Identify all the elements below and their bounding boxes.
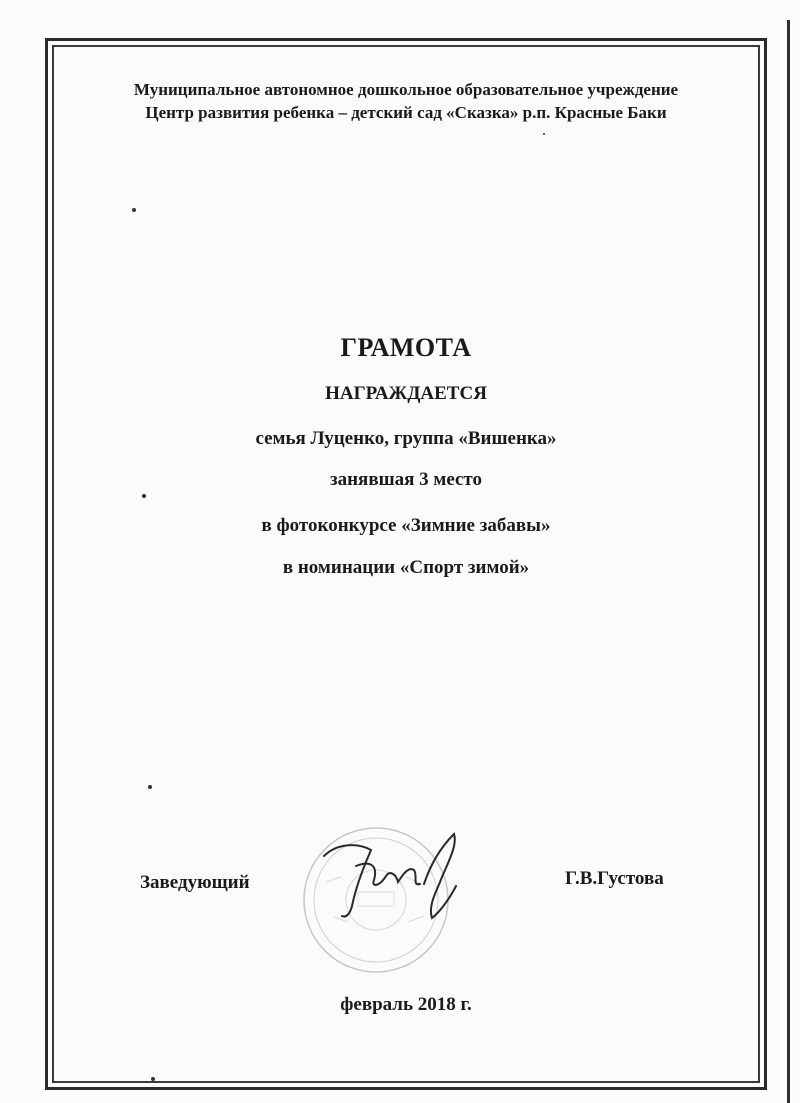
scan-speck (151, 1077, 155, 1081)
scan-speck (148, 785, 152, 789)
place-line: занявшая 3 место (329, 469, 483, 490)
nomination-line: в номинации «Спорт зимой» (282, 557, 530, 578)
scan-edge-line (787, 20, 790, 1103)
contest-line: в фотоконкурсе «Зимние забавы» (261, 515, 551, 536)
certificate-title: ГРАМОТА (340, 333, 472, 362)
handwritten-signature (316, 826, 476, 926)
institution-line-2: Центр развития ребенка – детский сад «Сказка» р.п. Красные Баки (145, 103, 667, 122)
institution-line-1: Муниципальное автономное дошкольное образовательное учреждение (133, 80, 679, 99)
recipient-line: семья Луценко, группа «Вишенка» (255, 428, 557, 449)
signatory-name: Г.В.Густова (565, 868, 664, 889)
scan-speck (543, 133, 545, 135)
signatory-role: Заведующий (140, 872, 250, 893)
scan-speck (132, 208, 136, 212)
issue-date: февраль 2018 г. (340, 994, 472, 1015)
scan-speck (142, 494, 146, 498)
awarded-label: НАГРАЖДАЕТСЯ (325, 383, 487, 404)
